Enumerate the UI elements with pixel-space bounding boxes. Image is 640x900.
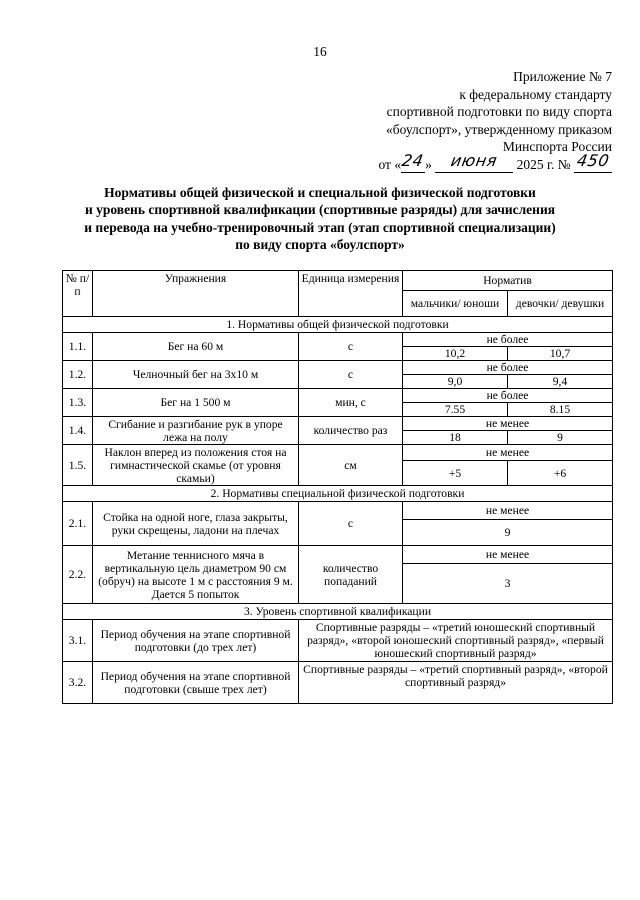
day-field: [400, 150, 426, 173]
row-num: 3.1.: [63, 620, 93, 662]
appendix-line: «боулспорт», утвержденному приказом: [385, 121, 612, 137]
date-prefix: от «: [378, 156, 402, 172]
title-line: по виду спорта «боулспорт»: [235, 237, 405, 253]
row-num: 2.2.: [63, 546, 93, 604]
row-value: 9: [403, 520, 613, 546]
header-unit: Единица измерения: [299, 271, 403, 317]
section-title: 3. Уровень спортивной квалификации: [63, 604, 613, 620]
order-date-line: [302, 150, 612, 174]
row-condition: не менее: [403, 417, 613, 431]
row-girls-value: 9,4: [508, 375, 613, 389]
row-condition: не менее: [403, 502, 613, 520]
row-num: 1.4.: [63, 417, 93, 445]
row-unit: с: [299, 502, 403, 546]
row-boys-value: 7.55: [403, 403, 508, 417]
number-field: [574, 150, 612, 173]
header-norm: Норматив: [403, 271, 613, 291]
row-num: 1.1.: [63, 333, 93, 361]
norms-table: [62, 270, 613, 704]
title-line: и уровень спортивной квалификации (спортивные разряды) для зачисления: [84, 202, 556, 218]
row-unit: с: [299, 361, 403, 389]
header-girls: девочки/ девушки: [508, 291, 613, 317]
row-boys-value: +5: [403, 461, 508, 486]
handwritten-month: июня: [449, 150, 499, 170]
document-title: [40, 184, 600, 254]
header-num: № п/п: [63, 271, 93, 317]
row-condition: не более: [403, 361, 613, 375]
section-title: 1. Нормативы общей физической подготовки: [63, 317, 613, 333]
row-exercise: Период обучения на этапе спортивной подготовки (свыше трех лет): [93, 662, 299, 704]
row-unit: см: [299, 445, 403, 486]
row-boys-value: 9,0: [403, 375, 508, 389]
handwritten-number: 450: [575, 150, 611, 170]
page-number: 16: [313, 44, 327, 59]
header-exercise: Упражнения: [93, 271, 299, 317]
appendix-header: [302, 68, 612, 174]
row-exercise: Бег на 60 м: [93, 333, 299, 361]
row-boys-value: 18: [403, 431, 508, 445]
row-unit: количество раз: [299, 417, 403, 445]
row-girls-value: +6: [508, 461, 613, 486]
appendix-line: спортивной подготовки по виду спорта: [386, 104, 612, 120]
row-exercise: Метание теннисного мяча в вертикальную цель диаметром 90 см (обруч) на высоте 1 м с расстояния 9 м. Дается 5 попыток: [93, 546, 299, 604]
row-value: 3: [403, 564, 613, 604]
row-exercise: Челночный бег на 3х10 м: [93, 361, 299, 389]
date-quote-close: »: [425, 156, 432, 172]
row-condition: не менее: [403, 445, 613, 461]
month-field: [435, 150, 513, 173]
row-exercise: Сгибание и разгибание рук в упоре лежа на полу: [93, 417, 299, 445]
row-girls-value: 10,7: [508, 347, 613, 361]
row-exercise: Период обучения на этапе спортивной подготовки (до трех лет): [93, 620, 299, 662]
appendix-line: Приложение № 7: [513, 69, 612, 84]
row-exercise: Стойка на одной ноге, глаза закрыты, руки скрещены, ладони на плечах: [93, 502, 299, 546]
row-unit: с: [299, 333, 403, 361]
row-unit: количество попаданий: [299, 546, 403, 604]
row-unit: мин, с: [299, 389, 403, 417]
row-exercise: Бег на 1 500 м: [93, 389, 299, 417]
row-num: 3.2.: [63, 662, 93, 704]
row-qualification: Спортивные разряды – «третий юношеский спортивный разряд», «второй юношеский спортивный разряд», «первый юношеский спортивный разряд»: [299, 620, 613, 662]
title-line: Нормативы общей физической и специальной физической подготовки: [104, 185, 536, 200]
row-girls-value: 9: [508, 431, 613, 445]
section-title: 2. Нормативы специальной физической подготовки: [63, 486, 613, 502]
row-condition: не более: [403, 333, 613, 347]
row-num: 1.5.: [63, 445, 93, 486]
row-exercise: Наклон вперед из положения стоя на гимнастической скамье (от уровня скамьи): [93, 445, 299, 486]
appendix-line: Минспорта России: [502, 139, 612, 155]
row-boys-value: 10,2: [403, 347, 508, 361]
title-line: и перевода на учебно-тренировочный этап (этап спортивной специализации): [84, 219, 556, 235]
row-condition: не менее: [403, 546, 613, 564]
row-num: 1.3.: [63, 389, 93, 417]
appendix-line: к федеральному стандарту: [459, 86, 612, 102]
row-num: 2.1.: [63, 502, 93, 546]
row-girls-value: 8.15: [508, 403, 613, 417]
header-boys: мальчики/ юноши: [403, 291, 508, 317]
row-qualification: Спортивные разряды – «третий спортивный разряд», «второй спортивный разряд»: [299, 662, 613, 704]
row-num: 1.2.: [63, 361, 93, 389]
row-condition: не более: [403, 389, 613, 403]
year-text: 2025 г. №: [516, 156, 571, 172]
handwritten-day: 24: [400, 150, 426, 170]
